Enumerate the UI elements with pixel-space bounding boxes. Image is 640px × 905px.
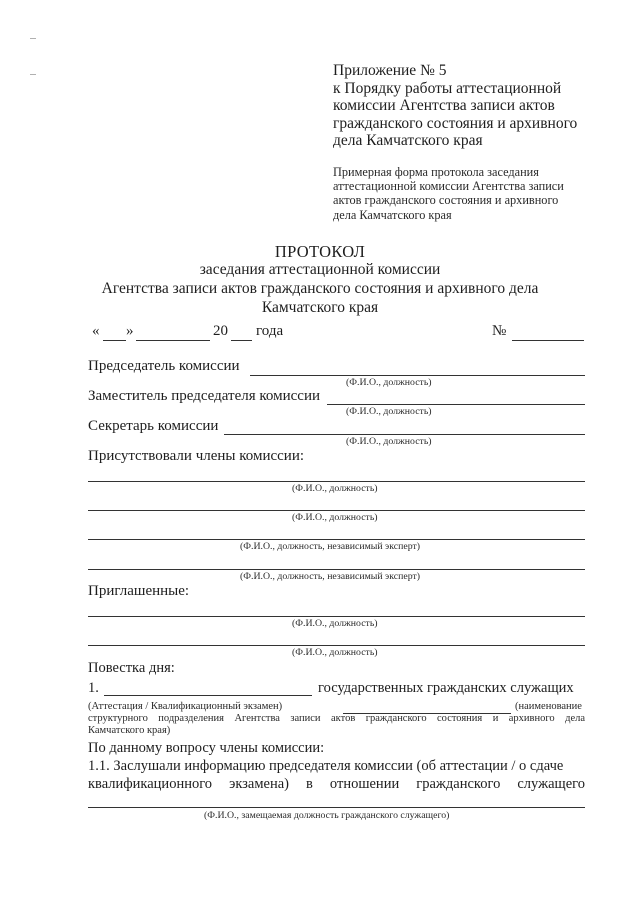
agenda-label: Повестка дня: <box>88 660 175 676</box>
present-members-label: Присутствовали члены комиссии: <box>88 448 305 464</box>
member-field[interactable] <box>88 481 585 482</box>
heard-info-text: квалификационного экзамена) в отношении гражданского служащего <box>88 776 585 792</box>
date-day-field[interactable] <box>103 340 126 341</box>
invited-field[interactable] <box>88 645 585 646</box>
invited-caption: (Ф.И.О., должность) <box>292 618 378 629</box>
invited-field[interactable] <box>88 616 585 617</box>
member-caption: (Ф.И.О., должность) <box>292 512 378 523</box>
form-note-line: дела Камчатского края <box>333 207 452 222</box>
attestation-caption: (Аттестация / Квалификационный экзамен) <box>88 701 283 712</box>
document-title: ПРОТОКОЛ <box>274 242 366 261</box>
secretary-field[interactable] <box>224 434 585 435</box>
date-open-quote: « <box>92 323 100 339</box>
invited-caption: (Ф.И.О., должность) <box>292 647 378 658</box>
unit-name-text: Камчатского края) <box>88 725 171 736</box>
appendix-line: гражданского состояния и архивного <box>333 114 578 132</box>
form-note-line: актов гражданского состояния и архивного <box>333 193 559 208</box>
heard-info-text: 1.1. Заслушали информацию председателя комиссии (об аттестации / о сдаче <box>88 758 564 774</box>
document-subtitle-line: Камчатского края <box>261 299 379 316</box>
deputy-caption: (Ф.И.О., должность) <box>346 406 432 417</box>
employee-field[interactable] <box>88 807 585 808</box>
date-year-prefix: 20 <box>213 323 228 339</box>
protocol-number-field[interactable] <box>512 340 584 341</box>
chairman-caption: (Ф.И.О., должность) <box>346 377 432 388</box>
appendix-block <box>333 62 613 150</box>
agenda-item-number: 1. <box>88 680 99 696</box>
expert-field[interactable] <box>88 569 585 570</box>
scan-mark <box>30 38 36 39</box>
expert-caption: (Ф.И.О., должность, независимый эксперт) <box>240 571 421 582</box>
deputy-field[interactable] <box>327 404 585 405</box>
appendix-line: к Порядку работы аттестационной <box>333 79 562 97</box>
expert-caption: (Ф.И.О., должность, независимый эксперт) <box>240 541 421 552</box>
agenda-type-field[interactable] <box>104 695 312 696</box>
document-subtitle-line: Агентства записи актов гражданского состояния и архивного дела <box>101 280 539 297</box>
form-note-block <box>333 165 613 222</box>
chairman-field[interactable] <box>250 375 585 376</box>
agenda-item-text: государственных гражданских служащих <box>318 680 574 696</box>
member-field[interactable] <box>88 510 585 511</box>
invited-label: Приглашенные: <box>88 583 190 599</box>
form-note-line: Примерная форма протокола заседания <box>333 165 539 179</box>
date-close-quote: » <box>126 323 134 339</box>
document-subtitle-line: заседания аттестационной комиссии <box>199 261 441 278</box>
appendix-line: Приложение № 5 <box>333 62 447 79</box>
employee-caption: (Ф.И.О., замещаемая должность гражданского служащего) <box>204 810 450 821</box>
unit-name-text: структурного подразделения Агентства записи актов гражданского состояния и архивного дела <box>88 713 585 724</box>
appendix-line: комиссии Агентства записи актов <box>333 97 555 114</box>
protocol-number-sign: № <box>492 323 507 339</box>
expert-field[interactable] <box>88 539 585 540</box>
member-caption: (Ф.И.О., должность) <box>292 483 378 494</box>
secretary-label: Секретарь комиссии <box>88 418 219 434</box>
chairman-label: Председатель комиссии <box>88 358 240 374</box>
appendix-line: дела Камчатского края <box>333 132 483 149</box>
on-question-label: По данному вопросу члены комиссии: <box>88 740 325 756</box>
date-year-suffix: года <box>256 323 284 339</box>
date-month-field[interactable] <box>136 340 210 341</box>
scan-mark <box>30 74 36 75</box>
deputy-label: Заместитель председателя комиссии <box>88 388 321 404</box>
date-year-field[interactable] <box>231 340 252 341</box>
form-note-line: аттестационной комиссии Агентства записи <box>333 179 564 194</box>
secretary-caption: (Ф.И.О., должность) <box>346 436 432 447</box>
unit-name-caption: (наименование <box>515 701 582 712</box>
